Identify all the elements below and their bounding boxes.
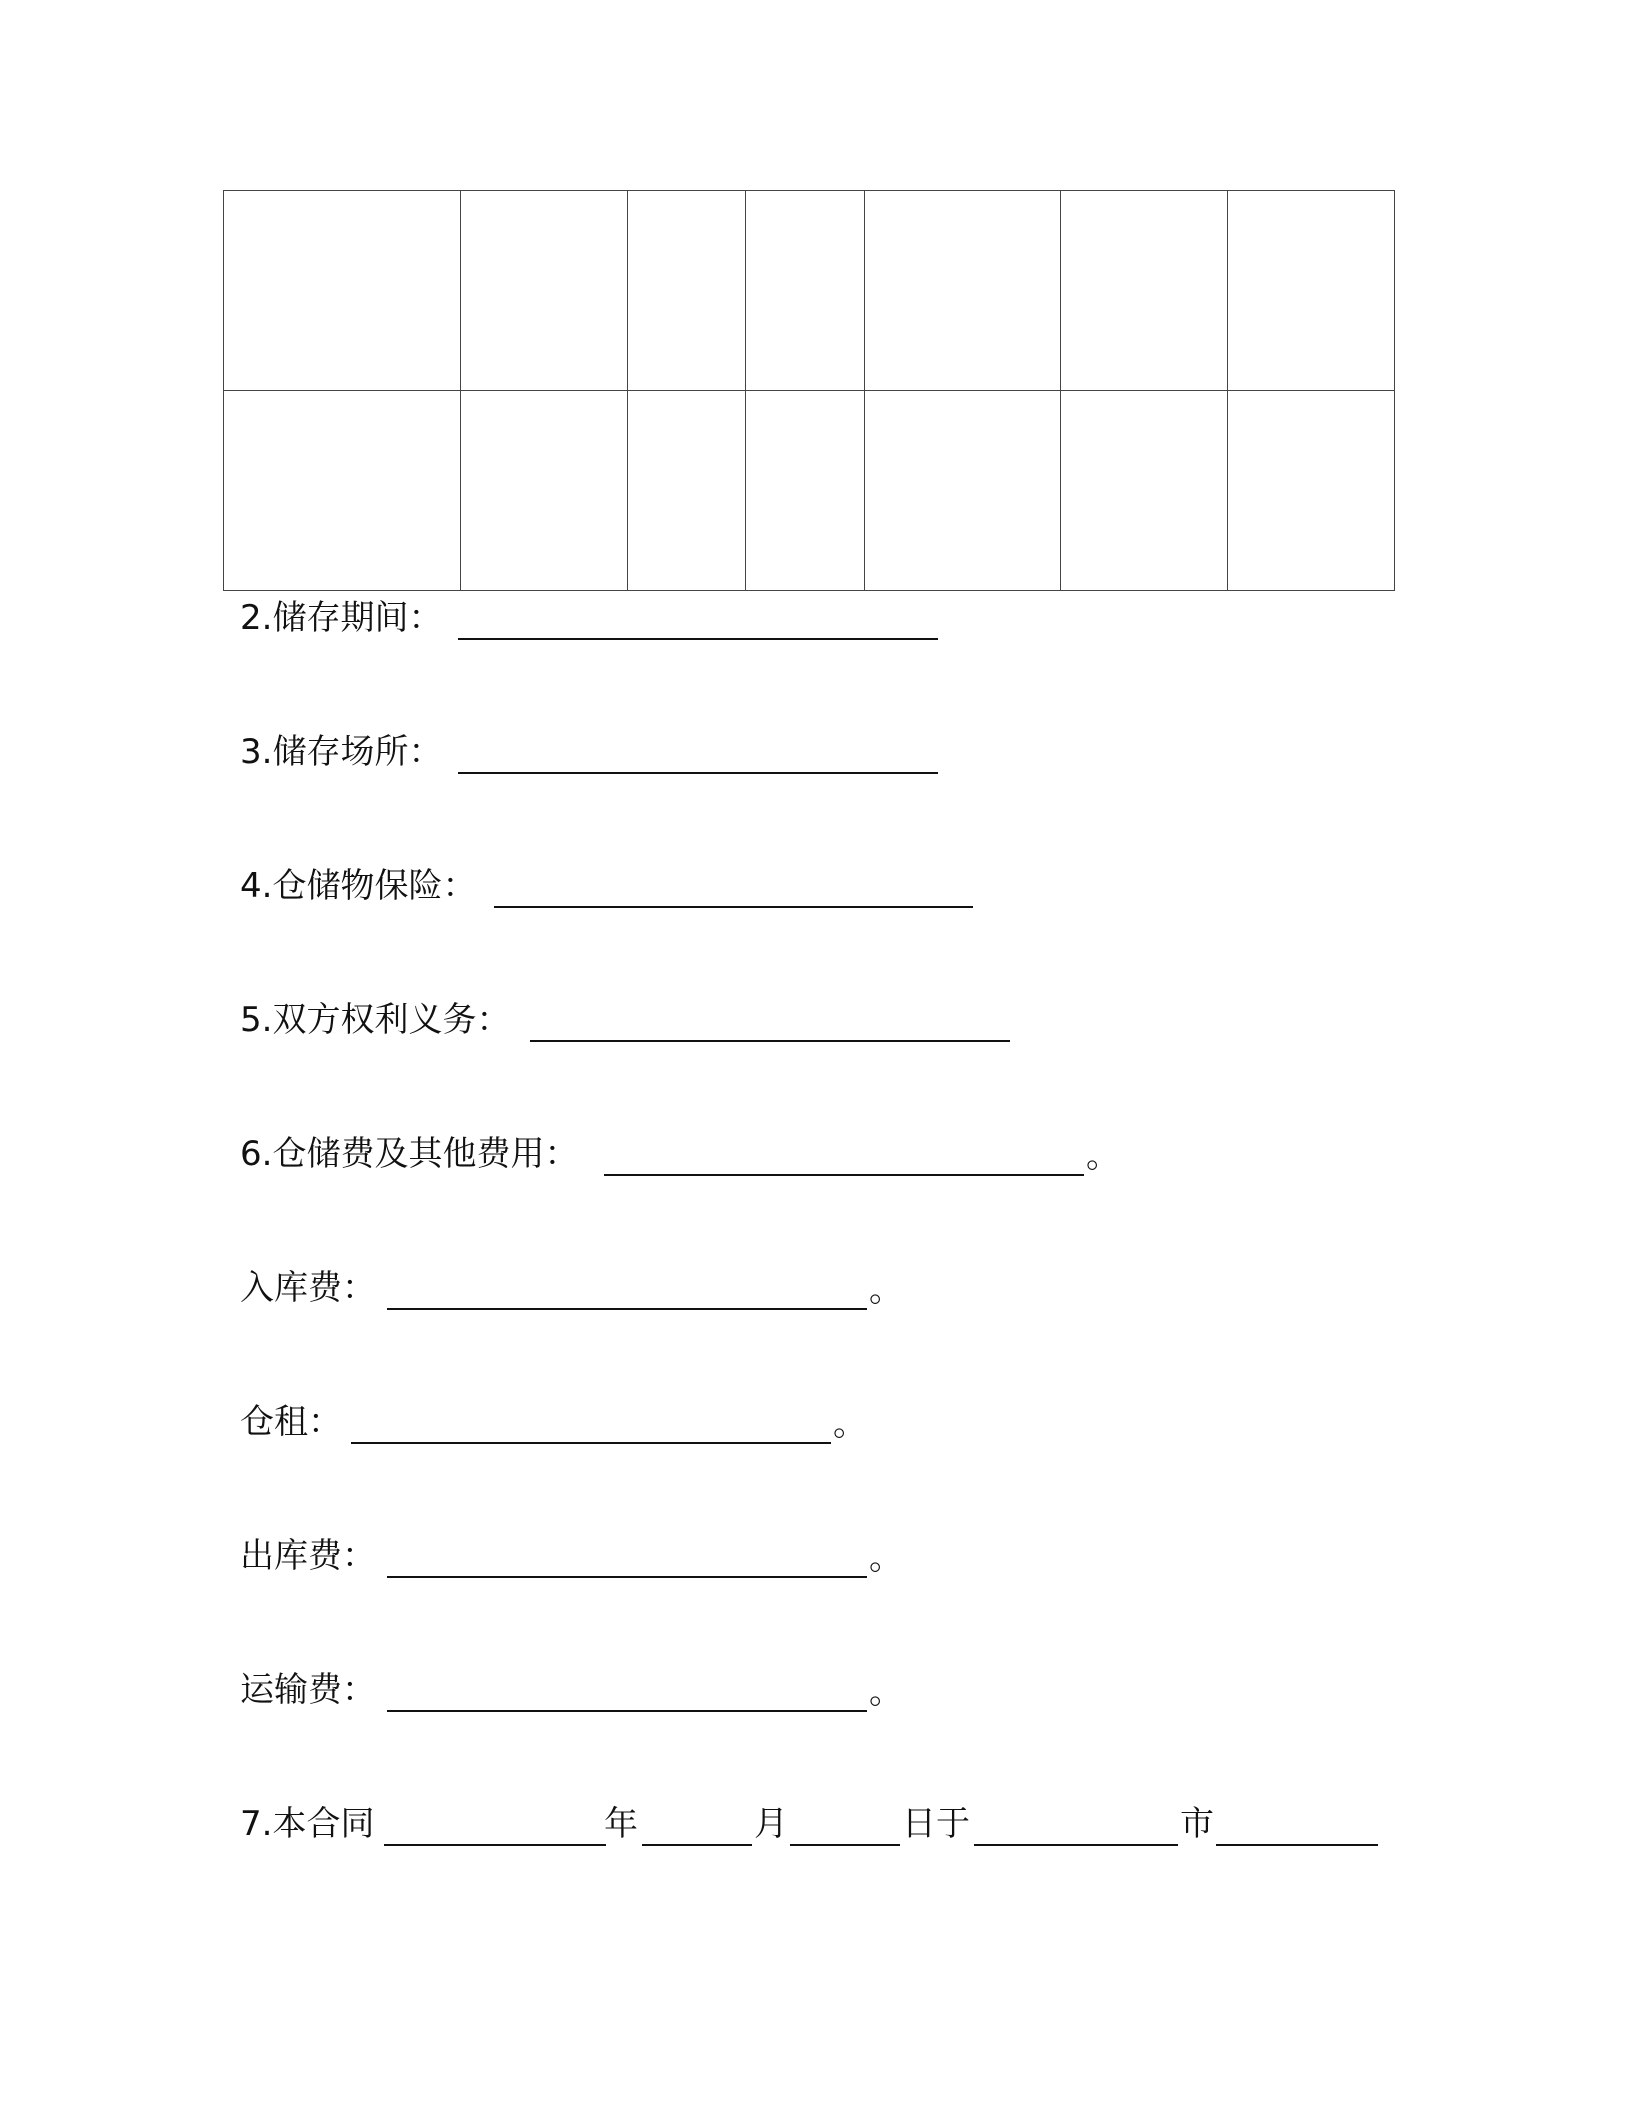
table-cell: [1228, 191, 1395, 391]
table-cell: [461, 391, 628, 591]
signing-year-label: 年: [604, 1804, 638, 1844]
table-cell: [865, 391, 1061, 591]
transport-fee-label: 运输费：: [240, 1670, 376, 1710]
signing-day-field[interactable]: [790, 1800, 900, 1846]
signing-year-field[interactable]: [384, 1800, 606, 1846]
table-cell: [628, 191, 746, 391]
fees-field[interactable]: [604, 1130, 1084, 1176]
storage-items-table: [223, 190, 1395, 591]
table-cell: [1061, 191, 1228, 391]
inbound-fee-period: 。: [869, 1270, 903, 1310]
rights-obligations-field[interactable]: [530, 996, 1010, 1042]
outbound-fee-field[interactable]: [387, 1532, 867, 1578]
rent-field[interactable]: [351, 1398, 831, 1444]
storage-place-label: 3.储存场所：: [240, 732, 443, 772]
table-cell: [746, 191, 865, 391]
transport-fee-field[interactable]: [387, 1666, 867, 1712]
storage-place-field[interactable]: [458, 728, 938, 774]
table-cell: [1228, 391, 1395, 591]
signing-place-field[interactable]: [974, 1800, 1178, 1846]
table-row: [224, 191, 1395, 391]
signing-city-label: 市: [1180, 1804, 1214, 1844]
storage-period-field[interactable]: [458, 594, 938, 640]
fees-period: 。: [1086, 1136, 1120, 1176]
table-cell: [628, 391, 746, 591]
table-cell: [461, 191, 628, 391]
signing-month-label: 月: [754, 1804, 788, 1844]
table-cell: [1061, 391, 1228, 591]
insurance-field[interactable]: [494, 862, 973, 908]
transport-fee-period: 。: [869, 1672, 903, 1712]
rent-label: 仓租：: [240, 1402, 342, 1442]
outbound-fee-label: 出库费：: [240, 1536, 376, 1576]
signing-month-field[interactable]: [642, 1800, 752, 1846]
outbound-fee-period: 。: [869, 1538, 903, 1578]
signing-day-at-label: 日于: [902, 1804, 970, 1844]
inbound-fee-field[interactable]: [387, 1264, 867, 1310]
inbound-fee-label: 入库费：: [240, 1268, 376, 1308]
table-cell: [746, 391, 865, 591]
table-cell: [224, 391, 461, 591]
storage-period-label: 2.储存期间：: [240, 598, 443, 638]
table-cell: [865, 191, 1061, 391]
signing-extra-field[interactable]: [1216, 1800, 1378, 1846]
rent-period: 。: [833, 1404, 867, 1444]
fees-label: 6.仓储费及其他费用：: [240, 1134, 579, 1174]
insurance-label: 4.仓储物保险：: [240, 866, 477, 906]
signing-prefix: 7.本合同: [240, 1804, 375, 1844]
table-row: [224, 391, 1395, 591]
rights-obligations-label: 5.双方权利义务：: [240, 1000, 511, 1040]
table-cell: [224, 191, 461, 391]
